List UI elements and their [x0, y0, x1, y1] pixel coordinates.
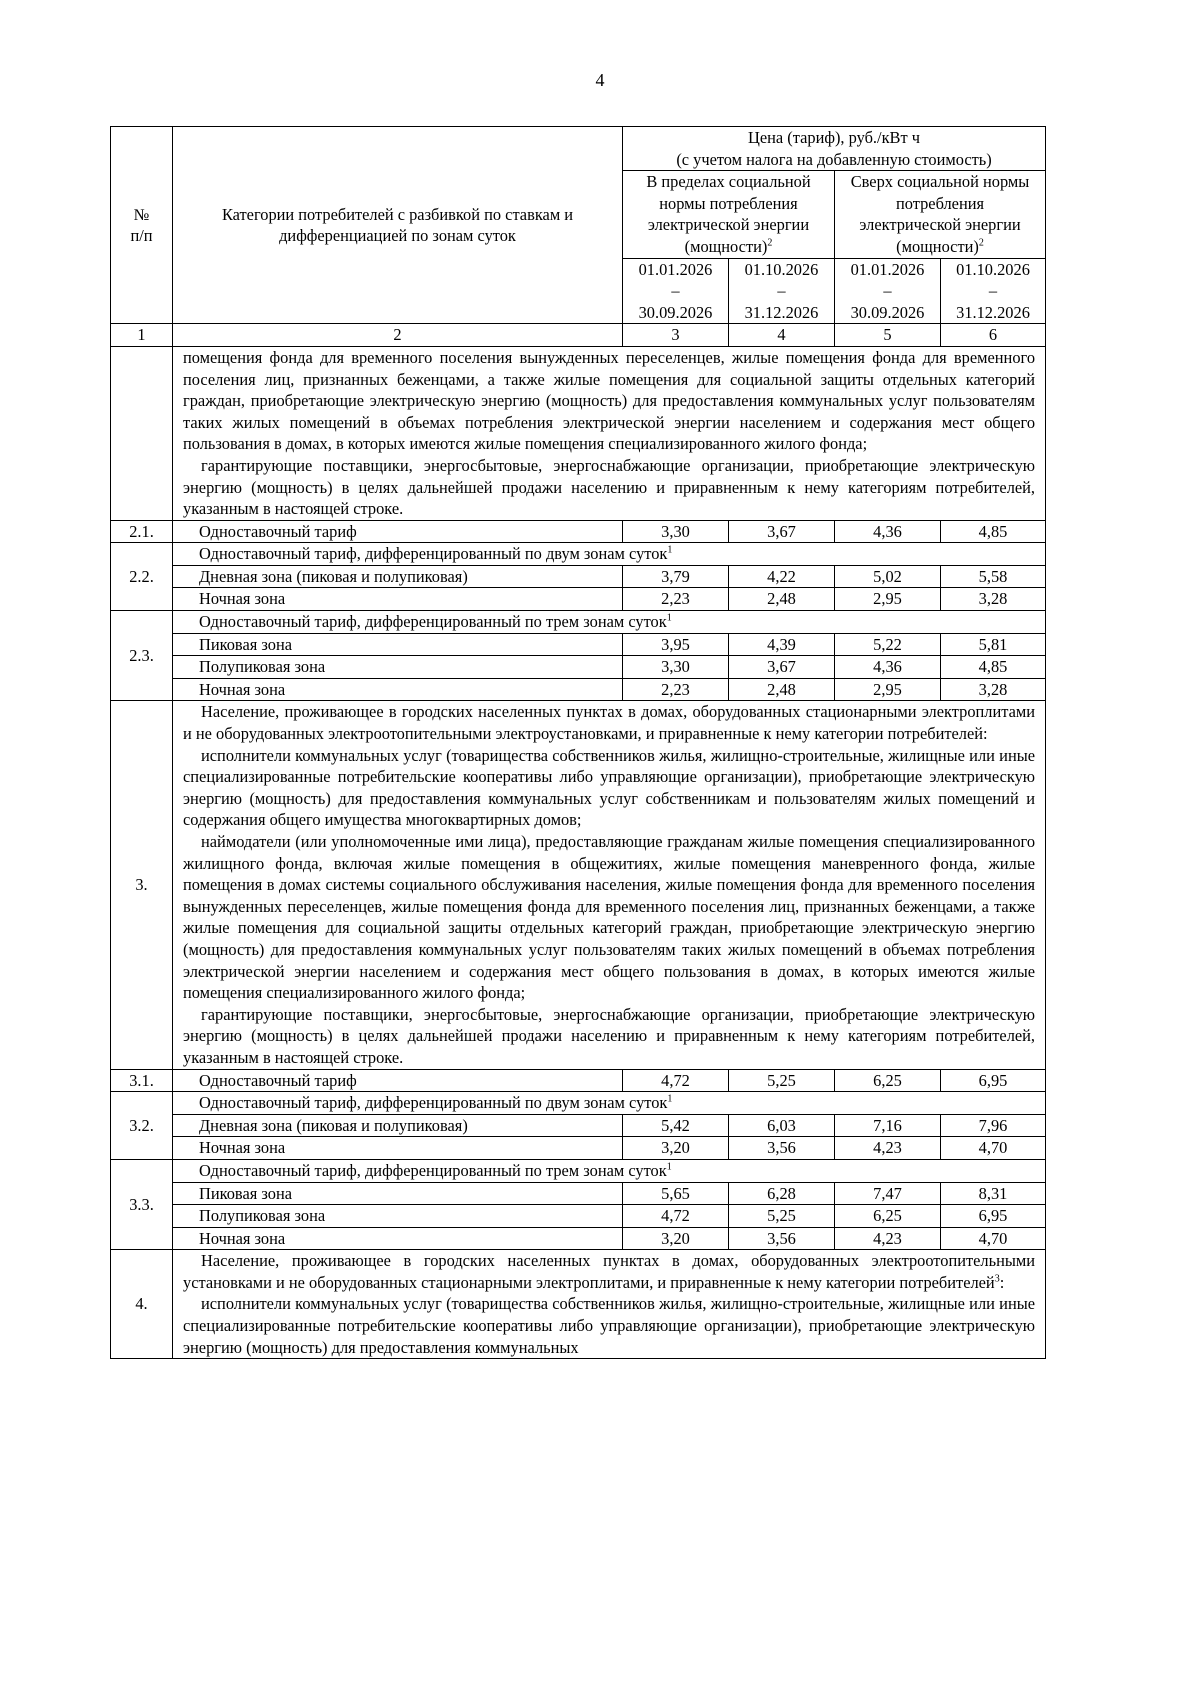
- text-row: [111, 701, 1046, 1069]
- category-description: [173, 346, 1046, 520]
- period-to: 30.09.2026: [638, 302, 713, 322]
- period-dash: –: [777, 281, 786, 301]
- header-period: [729, 258, 835, 324]
- column-number: 1: [111, 324, 173, 347]
- period-from: 01.10.2026: [744, 259, 819, 279]
- paragraph: [183, 1250, 1035, 1293]
- tariff-label: Полупиковая зона: [173, 1205, 623, 1228]
- tariff-value: 3,30: [623, 520, 729, 543]
- column-number: 6: [941, 324, 1046, 347]
- period-from: 01.01.2026: [850, 259, 925, 279]
- row-number: 4.: [111, 1250, 173, 1359]
- tariff-value: 5,25: [729, 1205, 835, 1228]
- tariff-value: 4,39: [729, 633, 835, 656]
- row-number: [111, 346, 173, 520]
- tariff-row: [111, 588, 1046, 611]
- tariff-value: 2,48: [729, 588, 835, 611]
- paragraph: [183, 745, 1035, 831]
- tariff-label: Одноставочный тариф: [173, 1069, 623, 1092]
- group-title-row: [111, 543, 1046, 566]
- tariff-row: [111, 1114, 1046, 1137]
- header-price-line2: (с учетом налога на добавленную стоимость): [676, 149, 992, 169]
- tariff-value: 4,22: [729, 565, 835, 588]
- paragraph: [183, 701, 1035, 744]
- tariff-value: 6,25: [835, 1069, 941, 1092]
- tariff-table: [110, 126, 1046, 1359]
- period-to: 31.12.2026: [744, 302, 819, 322]
- tariff-value: 7,16: [835, 1114, 941, 1137]
- tariff-value: 2,48: [729, 678, 835, 701]
- group-title-text: Одноставочный тариф, дифференцированный по двум зонам суток: [199, 544, 668, 564]
- paragraph-text: наймодатели (или уполномоченные ими лица), предоставляющие гражданам жилые помещения специализированного жилищного фонда, включая жилые помещения в общежитиях, жилые помещения маневренного фонда, жилые помещения в домах системы социального обслуживания населения, жилые помещения фонда для временного поселения вынужденных переселенцев, жилые помещения фонда для временного поселения лиц, признанных беженцами, а также жилые помещения для социальной защиты отдельных категорий граждан, приобретающие электрическую энергию (мощность) для предоставления коммунальных услуг пользователям таких жилых помещений в объемах потребления электрической энергии населением и содержания мест общего пользования в домах, в которых имеются жилые помещения специализированного жилого фонда;: [183, 832, 1036, 1003]
- group-title: [173, 543, 1046, 566]
- footnote-ref: 1: [667, 544, 673, 556]
- tariff-row: [111, 678, 1046, 701]
- paragraph-tail: :: [999, 1272, 1005, 1292]
- header-category: Категории потребителей с разбивкой по ставкам и дифференциацией по зонам суток: [173, 127, 623, 324]
- header-period: [941, 258, 1046, 324]
- row-number: 3.3.: [111, 1159, 173, 1249]
- group-title-text: Одноставочный тариф, дифференцированный по трем зонам суток: [199, 1160, 667, 1180]
- row-number: 3.1.: [111, 1069, 173, 1092]
- period-from: 01.10.2026: [956, 259, 1030, 279]
- header-price: [623, 127, 1046, 171]
- tariff-value: 2,95: [835, 588, 941, 611]
- tariff-value: 6,28: [729, 1182, 835, 1205]
- column-number: 5: [835, 324, 941, 347]
- tariff-value: 6,03: [729, 1114, 835, 1137]
- tariff-label: Ночная зона: [173, 678, 623, 701]
- row-number: 2.2.: [111, 543, 173, 611]
- column-number: 2: [173, 324, 623, 347]
- footnote-ref: 2: [767, 237, 773, 249]
- paragraph-text: Население, проживающее в городских населенных пунктах в домах, оборудованных электроотопительными установками и не оборудованных стационарными электроплитами, и приравненные к нему категории потребителей: [183, 1251, 1036, 1292]
- column-number: 4: [729, 324, 835, 347]
- group-title-row: [111, 1159, 1046, 1182]
- tariff-value: 4,23: [835, 1137, 941, 1160]
- group-title-text: Одноставочный тариф, дифференцированный по двум зонам суток: [199, 1093, 668, 1113]
- tariff-value: 6,95: [941, 1205, 1046, 1228]
- header-within-norm-text: В пределах социальной нормы потребления электрической энергии (мощности): [646, 172, 811, 256]
- tariff-value: 6,95: [941, 1069, 1046, 1092]
- tariff-value: 5,81: [941, 633, 1046, 656]
- tariff-value: 5,42: [623, 1114, 729, 1137]
- paragraph-text: исполнители коммунальных услуг (товарищества собственников жилья, жилищно-строительные, жилищные или иные специализированные потребительские кооперативы либо управляющие организации), приобретающие электрическую энергию (мощность) для предоставления коммунальных услуг собственникам и пользователям жилых помещений и содержания общего имущества многоквартирных домов;: [183, 745, 1036, 830]
- tariff-value: 3,67: [729, 656, 835, 679]
- tariff-row: [111, 565, 1046, 588]
- tariff-value: 3,56: [729, 1227, 835, 1250]
- period-dash: –: [883, 281, 892, 301]
- tariff-value: 5,58: [941, 565, 1046, 588]
- tariff-value: 4,36: [835, 520, 941, 543]
- tariff-label: Ночная зона: [173, 1137, 623, 1160]
- tariff-row: [111, 1227, 1046, 1250]
- tariff-row: [111, 520, 1046, 543]
- tariff-value: 5,02: [835, 565, 941, 588]
- tariff-value: 4,85: [941, 656, 1046, 679]
- column-number: 3: [623, 324, 729, 347]
- tariff-label: Пиковая зона: [173, 633, 623, 656]
- header-num-line1: №: [133, 204, 150, 224]
- tariff-label: Пиковая зона: [173, 1182, 623, 1205]
- text-row: [111, 1250, 1046, 1359]
- period-to: 31.12.2026: [956, 302, 1030, 322]
- paragraph-text: гарантирующие поставщики, энергосбытовые, энергоснабжающие организации, приобретающие электрическую энергию (мощность) в целях дальнейшей продажи населению и приравненным к нему категориям потребителей, указанным в настоящей строке.: [183, 1004, 1036, 1067]
- tariff-label: Полупиковая зона: [173, 656, 623, 679]
- header-price-line1: Цена (тариф), руб./кВт ч: [748, 128, 920, 147]
- tariff-label: Одноставочный тариф: [173, 520, 623, 543]
- group-title: [173, 1159, 1046, 1182]
- footnote-ref: 1: [666, 1161, 672, 1173]
- tariff-row: [111, 1205, 1046, 1228]
- tariff-value: 2,23: [623, 588, 729, 611]
- group-title-row: [111, 611, 1046, 634]
- tariff-value: 4,23: [835, 1227, 941, 1250]
- tariff-value: 4,36: [835, 656, 941, 679]
- footnote-ref: 2: [978, 237, 984, 249]
- tariff-value: 7,47: [835, 1182, 941, 1205]
- header-row: [111, 127, 1046, 171]
- category-description: [173, 1250, 1046, 1359]
- period-dash: –: [988, 281, 998, 301]
- tariff-value: 3,28: [941, 588, 1046, 611]
- text-row: [111, 346, 1046, 520]
- tariff-value: 8,31: [941, 1182, 1046, 1205]
- header-above-norm: [835, 171, 1046, 258]
- page-number: 4: [595, 70, 605, 90]
- tariff-row: [111, 1069, 1046, 1092]
- tariff-value: 7,96: [941, 1114, 1046, 1137]
- tariff-value: 3,20: [623, 1227, 729, 1250]
- tariff-value: 3,30: [623, 656, 729, 679]
- tariff-value: 3,56: [729, 1137, 835, 1160]
- group-title-row: [111, 1092, 1046, 1115]
- row-number: 3.: [111, 701, 173, 1069]
- tariff-value: 5,25: [729, 1069, 835, 1092]
- tariff-row: [111, 633, 1046, 656]
- paragraph-text: помещения фонда для временного поселения вынужденных переселенцев, жилые помещения фонда для временного поселения лиц, признанных беженцами, а также жилые помещения для социальной защиты отдельных категорий граждан, приобретающие электрическую энергию (мощность) для предоставления коммунальных услуг пользователям таких жилых помещений в объемах потребления электрической энергии населением и содержания мест общего пользования в домах, в которых имеются жилые помещения специализированного жилого фонда;: [183, 347, 1036, 454]
- tariff-value: 4,85: [941, 520, 1046, 543]
- footnote-ref: 1: [667, 1093, 673, 1105]
- footnote-ref: 1: [666, 612, 672, 624]
- header-num-line2: п/п: [130, 226, 153, 246]
- group-title: [173, 611, 1046, 634]
- tariff-value: 3,79: [623, 565, 729, 588]
- tariff-value: 4,72: [623, 1069, 729, 1092]
- tariff-value: 4,70: [941, 1227, 1046, 1250]
- row-number: 2.3.: [111, 611, 173, 701]
- header-above-norm-text: Сверх социальной нормы потребления электрической энергии (мощности): [850, 172, 1030, 256]
- header-num: [111, 127, 173, 324]
- tariff-value: 3,95: [623, 633, 729, 656]
- tariff-row: [111, 656, 1046, 679]
- period-to: 30.09.2026: [850, 302, 925, 322]
- paragraph: [183, 1004, 1035, 1069]
- tariff-value: 6,25: [835, 1205, 941, 1228]
- paragraph-text: гарантирующие поставщики, энергосбытовые, энергоснабжающие организации, приобретающие электрическую энергию (мощность) в целях дальнейшей продажи населению и приравненным к нему категориям потребителей, указанным в настоящей строке.: [183, 455, 1036, 519]
- header-within-norm: [623, 171, 835, 258]
- paragraph: [183, 455, 1035, 520]
- tariff-value: 5,22: [835, 633, 941, 656]
- period-dash: –: [671, 281, 680, 301]
- tariff-value: 5,65: [623, 1182, 729, 1205]
- tariff-row: [111, 1182, 1046, 1205]
- row-number: 2.1.: [111, 520, 173, 543]
- tariff-value: 3,28: [941, 678, 1046, 701]
- tariff-label: Ночная зона: [173, 1227, 623, 1250]
- group-title: [173, 1092, 1046, 1115]
- tariff-row: [111, 1137, 1046, 1160]
- tariff-value: 4,72: [623, 1205, 729, 1228]
- footnote-ref: 3: [994, 1273, 1000, 1285]
- tariff-value: 3,67: [729, 520, 835, 543]
- period-from: 01.01.2026: [638, 259, 713, 279]
- paragraph-text: исполнители коммунальных услуг (товарищества собственников жилья, жилищно-строительные, жилищные или иные специализированные потребительские кооперативы либо управляющие организации), приобретающие электрическую энергию (мощность) для предоставления коммунальных: [183, 1294, 1036, 1357]
- tariff-value: 3,20: [623, 1137, 729, 1160]
- group-title-text: Одноставочный тариф, дифференцированный по трем зонам суток: [199, 612, 667, 632]
- paragraph: [183, 1293, 1035, 1358]
- tariff-label: Дневная зона (пиковая и полупиковая): [173, 565, 623, 588]
- row-number: 3.2.: [111, 1092, 173, 1160]
- header-period: [835, 258, 941, 324]
- tariff-label: Ночная зона: [173, 588, 623, 611]
- tariff-value: 2,23: [623, 678, 729, 701]
- tariff-label: Дневная зона (пиковая и полупиковая): [173, 1114, 623, 1137]
- paragraph: [183, 831, 1035, 1004]
- paragraph-text: Население, проживающее в городских населенных пунктах в домах, оборудованных стационарными электроплитами и не оборудованных электроотопительными электроустановками, и приравненные к нему категории потребителей:: [183, 702, 1036, 744]
- tariff-value: 4,70: [941, 1137, 1046, 1160]
- tariff-value: 2,95: [835, 678, 941, 701]
- paragraph: [183, 347, 1035, 455]
- header-period: [623, 258, 729, 324]
- category-description: [173, 701, 1046, 1069]
